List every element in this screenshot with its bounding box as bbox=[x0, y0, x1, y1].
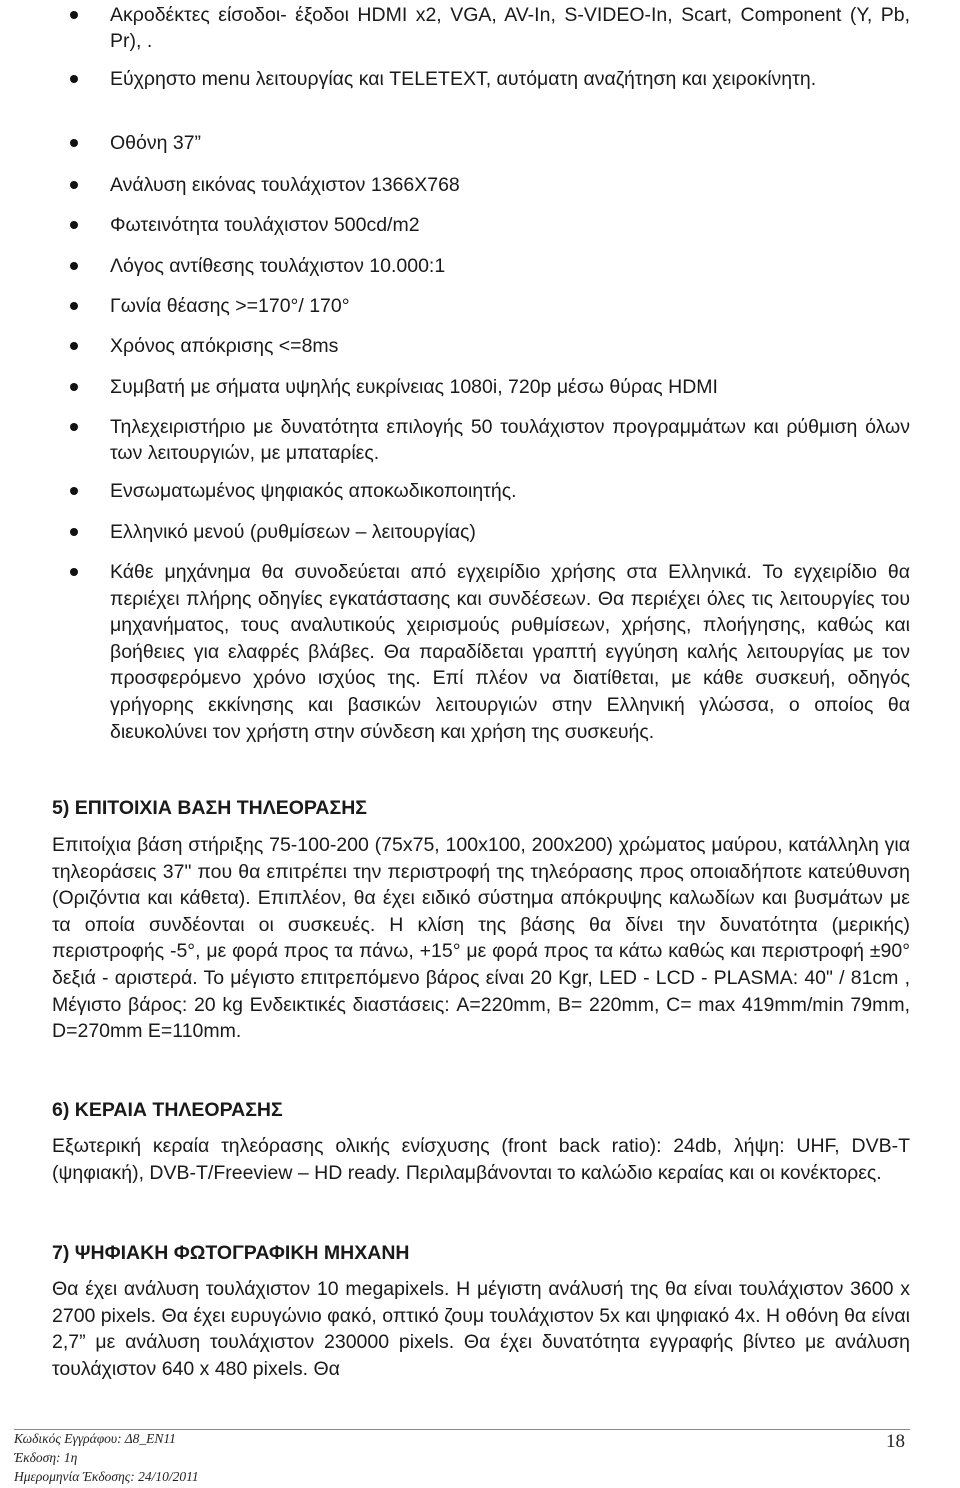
list-item bbox=[110, 253, 910, 279]
bullet-text: Φωτεινότητα τουλάχιστον 500cd/m2 bbox=[110, 214, 420, 236]
footer-edition: Έκδοση: 1η bbox=[14, 1450, 78, 1465]
bullet-icon bbox=[70, 139, 78, 147]
page-number: 18 bbox=[886, 1431, 905, 1452]
bullet-icon bbox=[70, 528, 78, 536]
list-item bbox=[110, 172, 910, 198]
bullet-text: Λόγος αντίθεσης τουλάχιστον 10.000:1 bbox=[110, 255, 446, 277]
bullet-text: Συμβατή με σήματα υψηλής ευκρίνειας 1080i, 720p μέσω θύρας HDMI bbox=[110, 376, 718, 398]
bullet-icon bbox=[70, 11, 78, 19]
section-6-paragraph: Εξωτερική κεραία τηλεόρασης ολικής ενίσχυσης (front back ratio): 24db, λήψη: UHF, DVB-T (ψηφιακή), DVB-T/Freeview – HD ready. Περιλαμβάνονται το καλώδιο κεραίας και οι κονέκτορες. bbox=[52, 1135, 910, 1184]
bullet-icon bbox=[70, 487, 78, 495]
list-item bbox=[110, 478, 910, 504]
bullet-text: Ενσωματωμένος ψηφιακός αποκωδικοποιητής. bbox=[110, 480, 517, 502]
bullet-text: Τηλεχειριστήριο με δυνατότητα επιλογής 50 τουλάχιστον προγραμμάτων και ρύθμιση όλων των λειτουργιών, με μπαταρίες. bbox=[110, 416, 910, 464]
bullet-icon bbox=[70, 262, 78, 270]
list-item bbox=[110, 66, 910, 92]
bullet-text: Ανάλυση εικόνας τουλάχιστον 1366X768 bbox=[110, 174, 460, 196]
bullet-text: Γωνία θέασης >=170°/ 170° bbox=[110, 295, 350, 317]
bullet-text: Εύχρηστο menu λειτουργίας και TELETEXT, αυτόματη αναζήτηση και χειροκίνητη. bbox=[110, 68, 817, 90]
bullet-text: Ελληνικό μενού (ρυθμίσεων – λειτουργίας) bbox=[110, 521, 476, 543]
list-item bbox=[110, 333, 910, 359]
list-item bbox=[110, 559, 910, 745]
list-item bbox=[110, 293, 910, 319]
section-7-paragraph: Θα έχει ανάλυση τουλάχιστον 10 megapixels. Η μέγιστη ανάλυσή της θα είναι τουλάχιστον 3600 x 2700 pixels. Θα έχει ευρυγώνιο φακό, οπτικό ζουμ τουλάχιστον 5x και ψηφιακό 4x. Η οθόνη θα είναι 2,7” με ανάλυση τουλάχιστον 230000 pixels. Θα έχει δυνατότητα εγγραφής βίντεο με ανάλυση τουλάχιστον 640 x 480 pixels. Θα bbox=[52, 1278, 910, 1380]
footer-edition-date: Ημερομηνία Έκδοσης: 24/10/2011 bbox=[14, 1469, 199, 1484]
bullet-icon bbox=[70, 383, 78, 391]
section-5-heading: 5) ΕΠΙΤΟΙΧΙΑ ΒΑΣΗ ΤΗΛΕΟΡΑΣΗΣ bbox=[52, 797, 367, 819]
list-item bbox=[110, 374, 910, 400]
list-item bbox=[110, 212, 910, 238]
document-footer bbox=[14, 1429, 199, 1486]
list-item bbox=[110, 130, 910, 156]
bullet-icon bbox=[70, 302, 78, 310]
bullet-icon bbox=[70, 181, 78, 189]
footer-doc-code: Κωδικός Εγγράφου: Δ8_ΕΝ11 bbox=[14, 1431, 176, 1446]
bullet-text: Κάθε μηχάνημα θα συνοδεύεται από εγχειρίδιο χρήσης στα Ελληνικά. Το εγχειρίδιο θα περιέχει πλήρης οδηγίες εγκατάστασης και συνδέσεων. Θα περιέχει όλες τις λειτουργίες του μηχανήματος, τους αναλυτικούς χειρισμούς ρυθμίσεων, χρήσης, πλοήγησης, καθώς και βοήθειες για ελαφρές βλάβες. Θα παραδίδεται γραπτή εγγύηση καλής λειτουργίας με τον προσφερόμενο χρόνο ισχύος της. Επί πλέον να διατίθεται, με κάθε συσκευή, οδηγός γρήγορης εκκίνησης και βασικών λειτουργιών στην Ελληνική γλώσσα, ο οποίος θα διευκολύνει τον χρήστη στην σύνδεση και χρήση της συσκευής. bbox=[110, 561, 910, 743]
bullet-icon bbox=[70, 423, 78, 431]
bullet-text: Ακροδέκτες είσοδοι- έξοδοι HDMI x2, VGA, AV-In, S-VIDEO-In, Scart, Component (Y, Pb, Pr), . bbox=[110, 4, 910, 52]
bullet-icon bbox=[70, 342, 78, 350]
bullet-icon bbox=[70, 221, 78, 229]
bullet-text: Χρόνος απόκρισης <=8ms bbox=[110, 335, 339, 357]
section-5-paragraph: Επιτοίχια βάση στήριξης 75-100-200 (75x75, 100x100, 200x200) χρώματος μαύρου, κατάλληλη για τηλεοράσεις 37" που θα επιτρέπει την περιστροφή της τηλεόρασης προς οποιαδήποτε κατεύθυνση (Οριζόντια και κάθετα). Επιπλέον, θα έχει ειδικό σύστημα απόκρυψης καλωδίων και βυσμάτων με τα οποία συνδέονται οι συσκευές. Η κλίση της βάσης θα δίνει την δυνατότητα (μερικής) περιστροφής -5°, με φορά προς τα πάνω, +15° με φορά προς τα κάτω καθώς και περιστροφή ±90° δεξιά - αριστερά. Το μέγιστο επιτρεπόμενο βάρος είναι 20 Kgr, LED - LCD - PLASMA: 40" / 81cm , Μέγιστο βάρος: 20 kg Ενδεικτικές διαστάσεις: A=220mm, B= 220mm, C= max 419mm/min 79mm, D=270mm E=110mm. bbox=[52, 834, 910, 1043]
list-item bbox=[110, 2, 910, 54]
bullet-text: Οθόνη 37” bbox=[110, 132, 202, 154]
bullet-icon bbox=[70, 75, 78, 83]
list-item bbox=[110, 519, 910, 545]
bullet-icon bbox=[70, 568, 78, 576]
list-item bbox=[110, 414, 910, 466]
section-6-heading: 6) ΚΕΡΑΙΑ ΤΗΛΕΟΡΑΣΗΣ bbox=[52, 1099, 283, 1121]
section-7-heading: 7) ΨΗΦΙΑΚΗ ΦΩΤΟΓΡΑΦΙΚΗ ΜΗΧΑΝΗ bbox=[52, 1242, 410, 1264]
